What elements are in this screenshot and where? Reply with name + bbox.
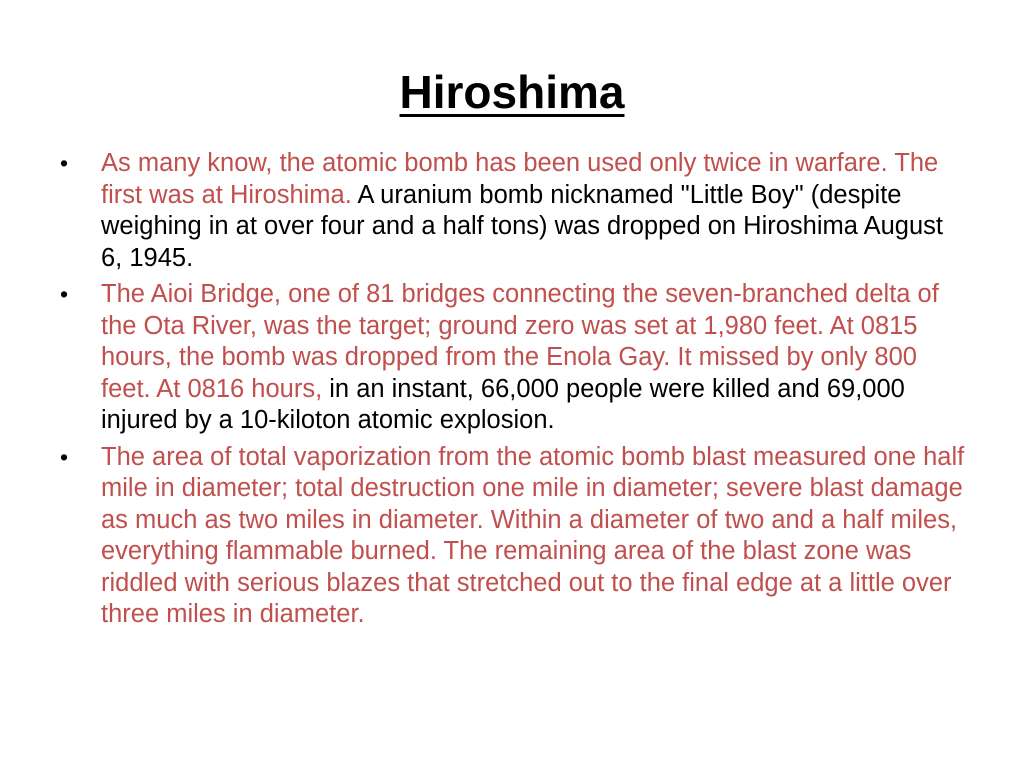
bullet-text-plain: in an instant, 66,000 people were killed and 69,000 injured by a 10-kiloton atomic explosion. [101, 374, 905, 434]
bullet-dot-icon: • [60, 150, 69, 176]
slide-title [0, 62, 1024, 122]
slide-title-text: Hiroshima [399, 66, 625, 118]
bullet-item [55, 442, 970, 631]
bullet-text-highlight: The Aioi Bridge, one of 81 bridges connecting the seven-branched delta of the Ota River, was the target; ground zero was set at 1,980 feet. At 0815 hours, the bomb was dropped from the Enola Gay. It missed by only 800 feet. At 0816 hours, [101, 280, 939, 403]
bullet-item [55, 148, 970, 274]
bullet-list [55, 148, 970, 636]
bullet-dot-icon: • [60, 281, 69, 307]
bullet-dot-icon: • [60, 443, 69, 470]
bullet-text-highlight: As many know, the atomic bomb has been used only twice in warfare. The first was at Hiroshima. [101, 149, 939, 209]
bullet-item [55, 279, 970, 437]
bullet-text-highlight: The area of total vaporization from the atomic bomb blast measured one half mile in diameter; total destruction one mile in diameter; severe blast damage as much as two miles in diameter. Within a diameter of two and a half miles, everything flammable burned. The remaining area of the blast zone was riddled with serious blazes that stretched out to the final edge at a little over three miles in diameter. [101, 442, 965, 628]
bullet-text-plain: A uranium bomb nicknamed "Little Boy" (despite weighing in at over four and a half tons) was dropped on Hiroshima August 6, 1945. [101, 180, 943, 272]
